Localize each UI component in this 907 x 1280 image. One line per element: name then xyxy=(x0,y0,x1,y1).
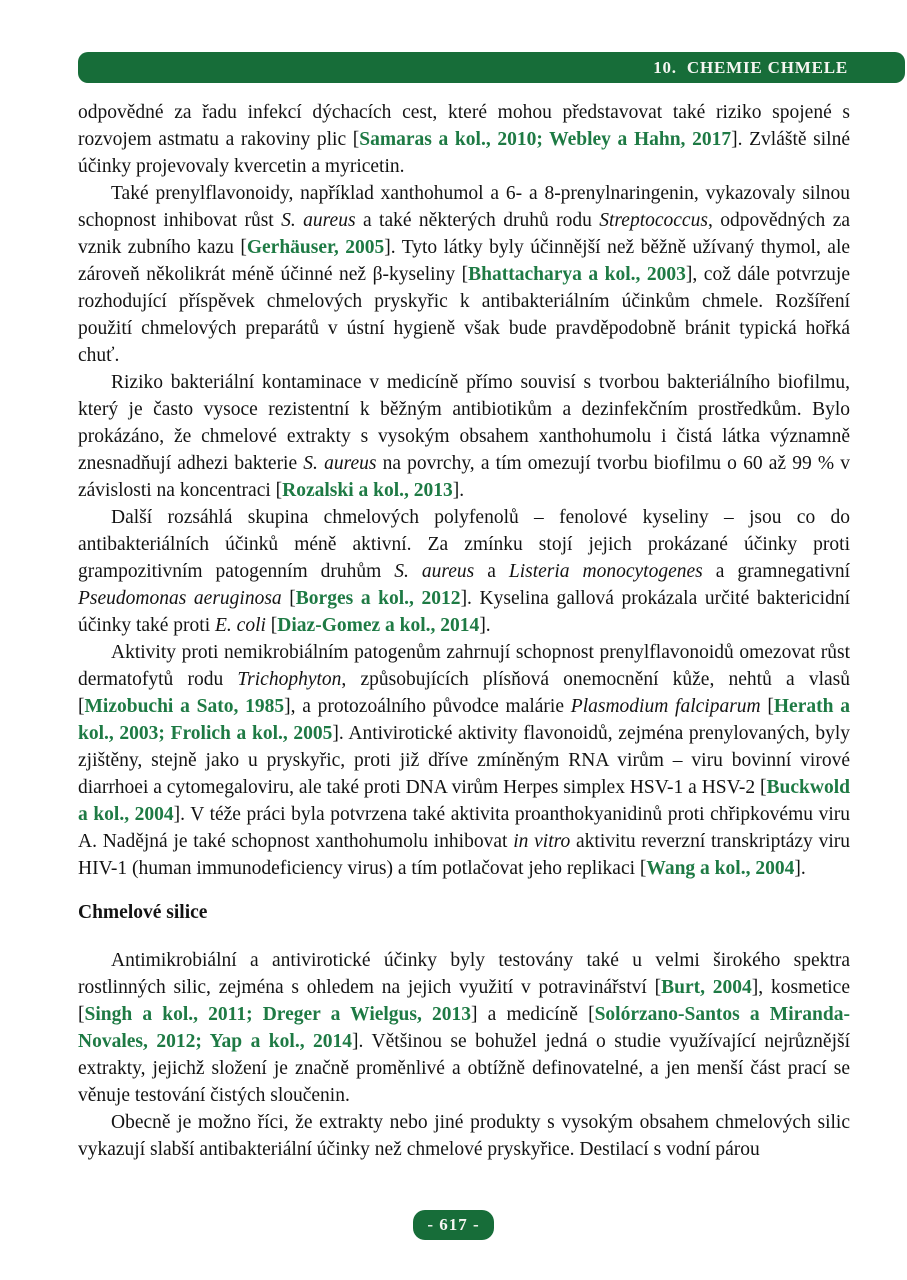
latin-name: E. coli xyxy=(215,615,266,636)
citation-ref: Buckwold a kol., 2004 xyxy=(78,777,850,825)
text-run: , způsobujících plísňová onemocnění kůže, nehtů a vlasů [ xyxy=(78,669,850,717)
document-content xyxy=(78,99,850,1163)
chapter-title: 10. CHEMIE CHMELE xyxy=(653,57,848,77)
text-run: ]. xyxy=(479,615,491,636)
citation-ref: Samaras a kol., 2010; Webley a Hahn, 2017 xyxy=(359,129,732,150)
citation-ref: Herath a kol., 2003; Frolich a kol., 2005 xyxy=(78,696,850,744)
text-run: ]. xyxy=(794,858,806,879)
text-run: ] a medicíně [ xyxy=(471,1004,595,1025)
page-footer xyxy=(0,1210,907,1240)
text-run: ], což dále potvrzuje rozhodující příspěvek chmelových pryskyřic k antibakteriálním účinkům chmele. Rozšíření použití chmelových preparátů v ústní hygieně však bude pravděpodobně bránit typická hořká chuť. xyxy=(78,264,850,366)
citation-ref: Borges a kol., 2012 xyxy=(295,588,461,609)
text-run: Riziko bakteriální kontaminace v medicíně přímo souvisí s tvorbou bakteriálního biofilmu, který je často vysoce rezistentní k běžným antibiotikům a dezinfekčním prostředkům. Bylo prokázáno, že chmelové extrakty s vysokým obsahem xanthohumolu i čistá látka významně znesnadňují adhezi bakterie xyxy=(78,372,850,474)
text-run: [ xyxy=(760,696,774,717)
text-run: ]. Antivirotické aktivity flavonoidů, zejména prenylovaných, byly zjištěny, stejně jako u pryskyřic, proti již dříve zmíněným RNA virům – viru bovinní virové diarrhoei a cytomegaloviru, ale také proti DNA virům Herpes simplex HSV-1 a HSV-2 [ xyxy=(78,723,851,798)
citation-ref: Gerhäuser, 2005 xyxy=(246,237,385,258)
citation-ref: Mizobuchi a Sato, 1985 xyxy=(84,696,285,717)
text-run: ]. Tyto látky byly účinnější než běžně užívaný thymol, ale zároveň několikrát méně účinné než β-kyseliny [ xyxy=(78,237,851,285)
text-run: ], a protozoálního původce malárie xyxy=(284,696,571,717)
citation-ref: Rozalski a kol., 2013 xyxy=(282,480,453,501)
text-run: ]. Většinou se bohužel jedná o studie využívající nejrůznější extrakty, jejichž složení je značně proměnlivé a obtížně definovatelné, a jen menší část prací se věnuje testování čistých sloučenin. xyxy=(78,1031,850,1106)
text-run: [ xyxy=(281,588,296,609)
page-number-badge: - 617 - xyxy=(413,1210,493,1240)
latin-name: Listeria monocytogenes xyxy=(508,561,703,582)
text-run: Antimikrobiální a antivirotické účinky byly testovány také u velmi širokého spektra rostlinných silic, zejména s ohledem na jejich využití v potravinářství [ xyxy=(78,950,850,998)
latin-name: Pseudomonas aeruginosa xyxy=(78,588,282,609)
text-run: Aktivity proti nemikrobiálním patogenům zahrnují schopnost prenylflavonoidů omezovat růst dermatofytů rodu xyxy=(78,642,850,690)
body-paragraph xyxy=(78,1109,850,1163)
citation-ref: Diaz-Gomez a kol., 2014 xyxy=(277,615,480,636)
latin-name: Streptococcus xyxy=(599,210,708,231)
text-run: Obecně je možno říci, že extrakty nebo jiné produkty s vysokým obsahem chmelových silic vykazují slabší antibakteriální účinky než chmelové pryskyřice. Destilací s vodní párou xyxy=(78,1112,850,1160)
latin-name: Plasmodium falciparum xyxy=(570,696,761,717)
text-run: a také některých druhů rodu xyxy=(355,210,600,231)
citation-ref: Burt, 2004 xyxy=(661,977,752,998)
text-run: Chmelové silice xyxy=(78,902,208,923)
body-paragraph xyxy=(78,639,850,882)
text-run: aktivitu reverzní transkriptázy viru HIV-1 (human immunodeficiency virus) a tím potlačovat jeho replikaci [ xyxy=(78,831,850,879)
latin-name: S. aureus xyxy=(394,561,475,582)
latin-name: S. aureus xyxy=(303,453,377,474)
text-run: ], kosmetice [ xyxy=(78,977,850,1025)
text-run: na povrchy, a tím omezují tvorbu biofilmu o 60 až 99 % v závislosti na koncentraci [ xyxy=(78,453,851,501)
latin-name: in vitro xyxy=(513,831,571,852)
text-run: a gramnegativní xyxy=(702,561,851,582)
citation-ref: Solórzano-Santos a Miranda-Novales, 2012; Yap a kol., 2014 xyxy=(78,1004,850,1052)
text-run: , odpovědných za vznik zubního kazu [ xyxy=(78,210,851,258)
body-paragraph xyxy=(78,947,850,1109)
text-run: a xyxy=(474,561,509,582)
citation-ref: Singh a kol., 2011; Dreger a Wielgus, 2013 xyxy=(84,1004,472,1025)
text-run: Také prenylflavonoidy, například xanthohumol a 6- a 8-prenylnaringenin, vykazovaly silnou schopnost inhibovat růst xyxy=(78,183,850,231)
text-run: odpovědné za řadu infekcí dýchacích cest, které mohou představovat také riziko spojené s rozvojem astmatu a rakoviny plic [ xyxy=(78,102,850,150)
body-paragraph xyxy=(78,504,850,639)
latin-name: Trichophyton xyxy=(237,669,342,690)
text-run: Další rozsáhlá skupina chmelových polyfenolů – fenolové kyseliny – jsou co do antibakteriálních účinků méně aktivní. Za zmínku stojí jejich prokázané účinky proti grampozitivním patogenním druhům xyxy=(78,507,850,582)
citation-ref: Wang a kol., 2004 xyxy=(646,858,795,879)
text-run: ]. Zvláště silné účinky projevovaly kvercetin a myricetin. xyxy=(78,129,850,177)
body-paragraph xyxy=(78,369,850,504)
citation-ref: Bhattacharya a kol., 2003 xyxy=(468,264,686,285)
latin-name: S. aureus xyxy=(281,210,356,231)
text-run: ]. V téže práci byla potvrzena také aktivita proanthokyanidinů proti chřipkovému viru A. Nadějná je také schopnost xanthohumolu inhibovat xyxy=(78,804,850,852)
body-paragraph xyxy=(78,180,850,369)
body-paragraph xyxy=(78,99,850,180)
text-run: [ xyxy=(265,615,278,636)
chapter-header-bar xyxy=(78,52,905,83)
section-heading xyxy=(78,899,850,926)
text-run: ]. Kyselina gallová prokázala určité baktericidní účinky také proti xyxy=(78,588,850,636)
text-run: ]. xyxy=(452,480,465,501)
